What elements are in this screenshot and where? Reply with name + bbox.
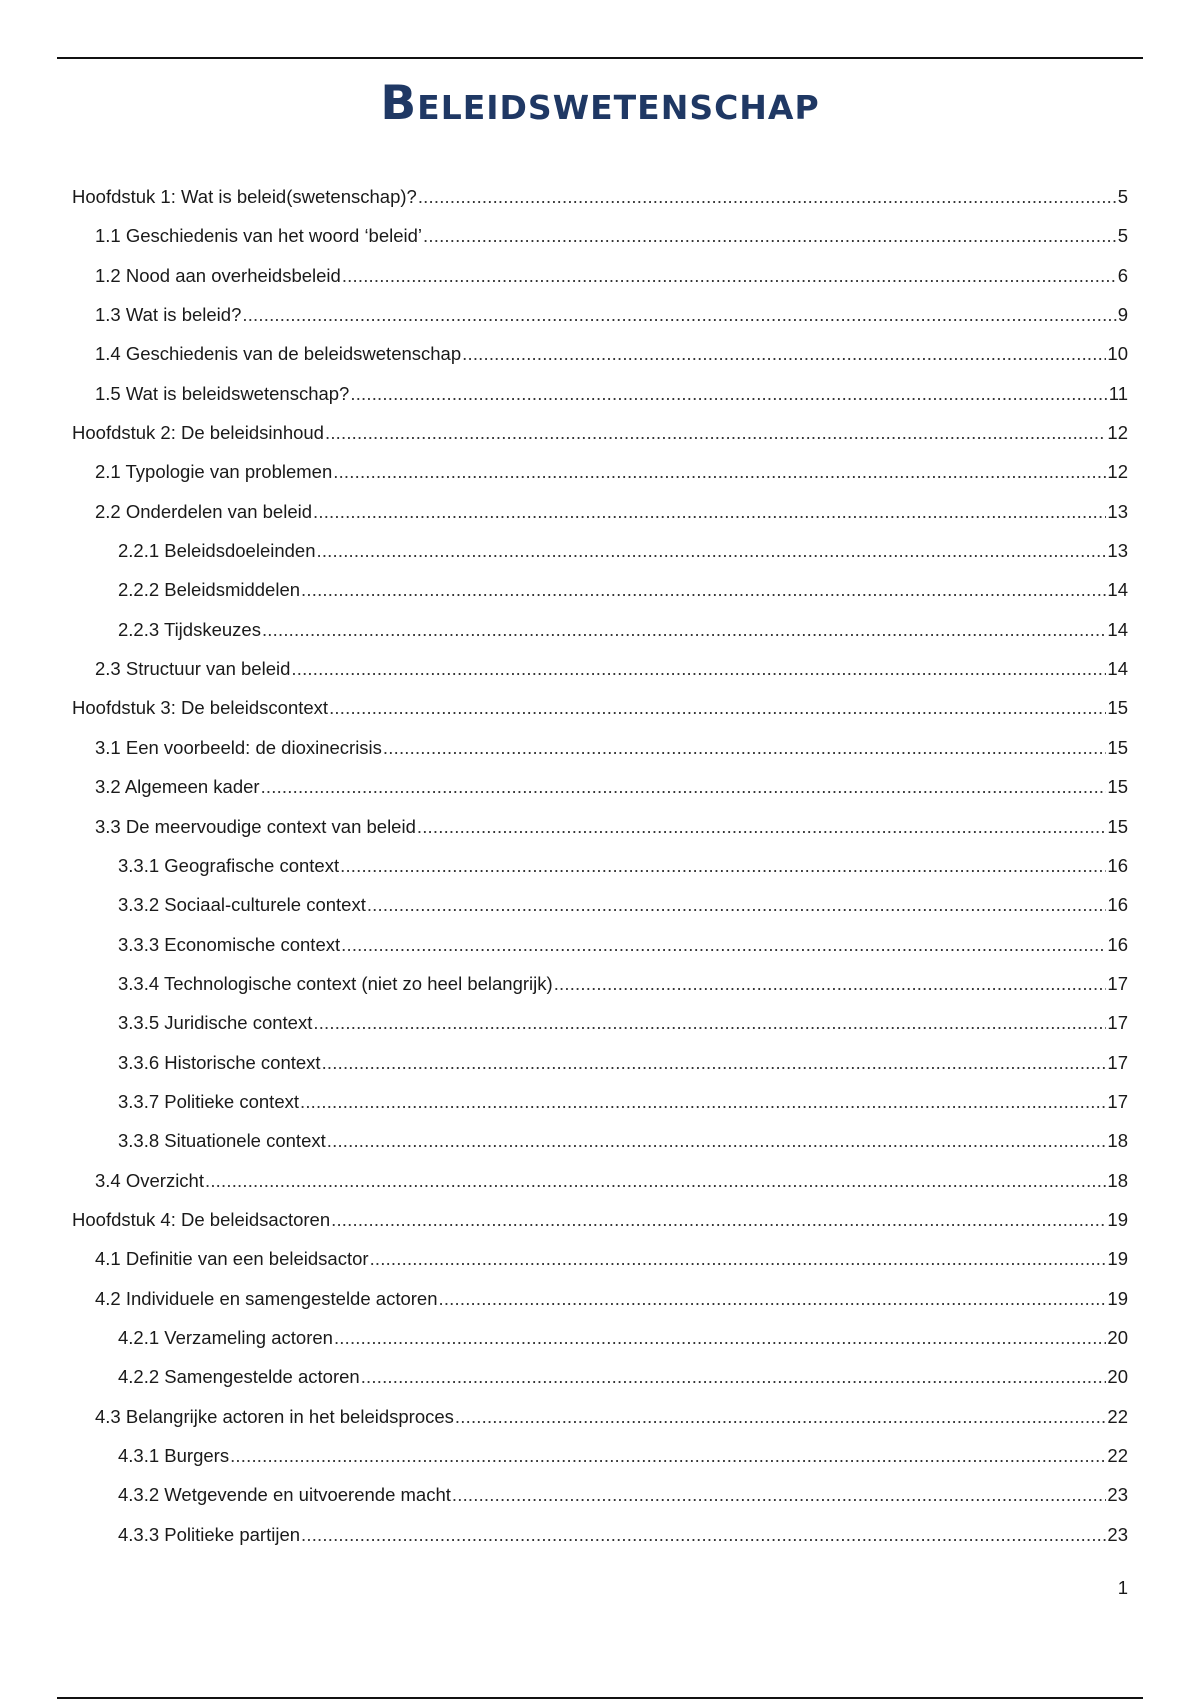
toc-entry-page: 19	[1107, 1248, 1128, 1270]
toc-entry-label: Hoofdstuk 1: Wat is beleid(swetenschap)?	[72, 186, 417, 207]
toc-entry[interactable]	[72, 413, 1128, 452]
toc-entry[interactable]	[72, 1357, 1128, 1396]
toc-entry-page: 22	[1107, 1405, 1128, 1427]
document-title: Beleidswetenschap	[380, 76, 820, 131]
toc-entry[interactable]	[72, 1043, 1128, 1082]
toc-dot-leader	[340, 846, 1106, 885]
toc-entry-label: 4.2.2 Samengestelde actoren	[118, 1366, 360, 1388]
toc-entry[interactable]	[72, 570, 1128, 609]
toc-entry[interactable]	[72, 334, 1128, 373]
toc-entry-page: 20	[1107, 1326, 1128, 1348]
toc-entry-page: 14	[1107, 618, 1128, 640]
toc-entry[interactable]	[72, 1003, 1128, 1042]
toc-entry-label: 4.3 Belangrijke actoren in het beleidsproces	[95, 1405, 454, 1427]
toc-entry-page: 15	[1107, 697, 1128, 719]
toc-entry[interactable]	[72, 688, 1128, 727]
toc-entry-label: 3.3.2 Sociaal-culturele context	[118, 894, 366, 916]
toc-entry-page: 15	[1107, 815, 1128, 837]
toc-dot-leader	[423, 216, 1117, 255]
toc-entry[interactable]	[72, 295, 1128, 334]
toc-entry-page: 5	[1117, 186, 1128, 207]
toc-dot-leader	[322, 1043, 1107, 1082]
toc-dot-leader	[331, 1200, 1106, 1239]
toc-dot-leader	[327, 1121, 1107, 1160]
toc-entry-page: 6	[1117, 264, 1128, 286]
toc-entry[interactable]	[72, 256, 1128, 295]
toc-entry[interactable]	[72, 1279, 1128, 1318]
toc-entry-page: 14	[1107, 579, 1128, 601]
toc-dot-leader	[439, 1279, 1107, 1318]
toc-entry-label: 3.1 Een voorbeeld: de dioxinecrisis	[95, 736, 382, 758]
toc-entry-page: 19	[1107, 1287, 1128, 1309]
toc-entry-label: 4.2 Individuele en samengestelde actoren	[95, 1287, 438, 1309]
toc-dot-leader	[301, 1515, 1106, 1554]
toc-entry[interactable]	[72, 1082, 1128, 1121]
toc-dot-leader	[313, 1003, 1106, 1042]
toc-entry-page: 12	[1107, 422, 1128, 444]
toc-entry[interactable]	[72, 452, 1128, 491]
toc-dot-leader	[342, 256, 1117, 295]
toc-entry-page: 9	[1117, 304, 1128, 326]
toc-entry[interactable]	[72, 846, 1128, 885]
toc-entry-label: 3.3.5 Juridische context	[118, 1012, 313, 1034]
toc-entry-page: 14	[1107, 658, 1128, 680]
toc-entry[interactable]	[72, 1436, 1128, 1475]
toc-entry-page: 17	[1107, 1090, 1128, 1112]
toc-entry[interactable]	[72, 1239, 1128, 1278]
toc-entry-label: 4.3.1 Burgers	[118, 1445, 230, 1466]
toc-dot-leader	[291, 649, 1106, 688]
toc-entry-label: 2.2.1 Beleidsdoeleinden	[118, 540, 316, 562]
toc-entry[interactable]	[72, 1121, 1128, 1160]
toc-entry[interactable]	[72, 925, 1128, 964]
toc-dot-leader	[462, 334, 1106, 373]
toc-dot-leader	[341, 925, 1106, 964]
toc-entry[interactable]	[72, 177, 1128, 216]
toc-entry[interactable]	[72, 728, 1128, 767]
toc-entry-label: 1.1 Geschiedenis van het woord ‘beleid’	[95, 225, 423, 247]
toc-dot-leader	[452, 1475, 1107, 1514]
toc-entry-page: 23	[1107, 1484, 1128, 1506]
toc-dot-leader	[205, 1161, 1106, 1200]
toc-entry[interactable]	[72, 767, 1128, 806]
toc-entry-label: 3.3.1 Geografische context	[118, 854, 340, 876]
toc-entry-page: 17	[1107, 1012, 1128, 1034]
toc-entry-label: 2.1 Typologie van problemen	[95, 461, 333, 483]
toc-entry-label: 4.3.3 Politieke partijen	[118, 1523, 301, 1545]
toc-dot-leader	[325, 413, 1106, 452]
toc-entry[interactable]	[72, 1200, 1128, 1239]
toc-dot-leader	[370, 1239, 1107, 1278]
toc-dot-leader	[313, 492, 1106, 531]
header-rule	[57, 57, 1143, 59]
toc-dot-leader	[418, 177, 1117, 216]
toc-entry[interactable]	[72, 649, 1128, 688]
toc-entry-page: 15	[1107, 736, 1128, 758]
toc-dot-leader	[350, 374, 1107, 413]
toc-entry-label: 3.3.4 Technologische context (niet zo heel belangrijk)	[118, 972, 553, 994]
toc-entry-page: 20	[1107, 1366, 1128, 1388]
toc-entry-label: 4.2.1 Verzameling actoren	[118, 1326, 333, 1348]
toc-entry-label: 3.3.3 Economische context	[118, 933, 341, 955]
footer-rule	[57, 1697, 1143, 1699]
toc-entry-page: 11	[1108, 382, 1128, 404]
toc-dot-leader	[334, 1318, 1106, 1357]
toc-entry-label: 2.3 Structuur van beleid	[95, 658, 291, 680]
toc-entry[interactable]	[72, 610, 1128, 649]
toc-dot-leader	[367, 885, 1107, 924]
toc-entry-label: 1.5 Wat is beleidswetenschap?	[95, 382, 350, 404]
toc-dot-leader	[261, 767, 1107, 806]
toc-dot-leader	[417, 807, 1107, 846]
toc-dot-leader	[383, 728, 1107, 767]
toc-dot-leader	[333, 452, 1106, 491]
toc-entry-label: 1.2 Nood aan overheidsbeleid	[95, 264, 341, 286]
toc-dot-leader	[329, 688, 1106, 727]
toc-dot-leader	[301, 570, 1106, 609]
toc-entry-page: 5	[1117, 225, 1128, 247]
toc-entry[interactable]	[72, 216, 1128, 255]
toc-dot-leader	[554, 964, 1107, 1003]
toc-entry[interactable]	[72, 374, 1128, 413]
toc-entry-page: 16	[1107, 933, 1128, 955]
toc-entry-page: 13	[1107, 540, 1128, 562]
toc-entry[interactable]	[72, 807, 1128, 846]
toc-entry-label: Hoofdstuk 3: De beleidscontext	[72, 697, 329, 719]
toc-entry[interactable]	[72, 531, 1128, 570]
toc-entry-page: 22	[1107, 1445, 1128, 1466]
toc-dot-leader	[317, 531, 1107, 570]
table-of-contents	[72, 177, 1128, 1554]
toc-entry-page: 15	[1107, 776, 1128, 798]
toc-entry[interactable]	[72, 964, 1128, 1003]
toc-entry-page: 13	[1107, 500, 1128, 522]
toc-dot-leader	[300, 1082, 1106, 1121]
toc-entry[interactable]	[72, 1397, 1128, 1436]
toc-entry-label: 1.4 Geschiedenis van de beleidswetenschap	[95, 343, 462, 365]
toc-entry[interactable]	[72, 492, 1128, 531]
toc-entry-page: 16	[1107, 894, 1128, 916]
page-number: 1	[1117, 1577, 1128, 1598]
toc-entry-label: 3.3 De meervoudige context van beleid	[95, 815, 416, 837]
toc-entry-label: 2.2.3 Tijdskeuzes	[118, 618, 261, 640]
toc-entry-label: 3.2 Algemeen kader	[95, 776, 260, 798]
toc-entry-label: 3.4 Overzicht	[95, 1169, 204, 1191]
toc-entry-label: 3.3.7 Politieke context	[118, 1090, 299, 1112]
toc-dot-leader	[361, 1357, 1107, 1396]
toc-entry-page: 12	[1107, 461, 1128, 483]
toc-entry-label: 4.1 Definitie van een beleidsactor	[95, 1248, 369, 1270]
toc-entry-label: 2.2.2 Beleidsmiddelen	[118, 579, 301, 601]
toc-entry-page: 18	[1107, 1169, 1128, 1191]
toc-entry-page: 17	[1107, 1051, 1128, 1073]
toc-entry[interactable]	[72, 1318, 1128, 1357]
toc-entry-label: Hoofdstuk 4: De beleidsactoren	[72, 1208, 331, 1230]
toc-entry-page: 10	[1107, 343, 1128, 365]
toc-dot-leader	[230, 1436, 1106, 1475]
toc-dot-leader	[242, 295, 1116, 334]
toc-entry-page: 17	[1107, 972, 1128, 994]
toc-entry[interactable]	[72, 1515, 1128, 1554]
toc-dot-leader	[455, 1397, 1107, 1436]
toc-entry-label: 4.3.2 Wetgevende en uitvoerende macht	[118, 1484, 451, 1506]
toc-entry-label: 1.3 Wat is beleid?	[95, 304, 242, 326]
toc-entry-page: 19	[1107, 1208, 1128, 1230]
toc-entry-label: 3.3.8 Situationele context	[118, 1130, 326, 1152]
toc-entry-label: 2.2 Onderdelen van beleid	[95, 500, 313, 522]
toc-entry[interactable]	[72, 1161, 1128, 1200]
toc-entry-page: 18	[1107, 1130, 1128, 1152]
toc-entry-page: 23	[1107, 1523, 1128, 1545]
toc-entry-label: Hoofdstuk 2: De beleidsinhoud	[72, 422, 324, 444]
toc-entry-page: 16	[1107, 854, 1128, 876]
toc-entry[interactable]	[72, 1475, 1128, 1514]
toc-dot-leader	[262, 610, 1106, 649]
toc-entry[interactable]	[72, 885, 1128, 924]
toc-entry-label: 3.3.6 Historische context	[118, 1051, 321, 1073]
